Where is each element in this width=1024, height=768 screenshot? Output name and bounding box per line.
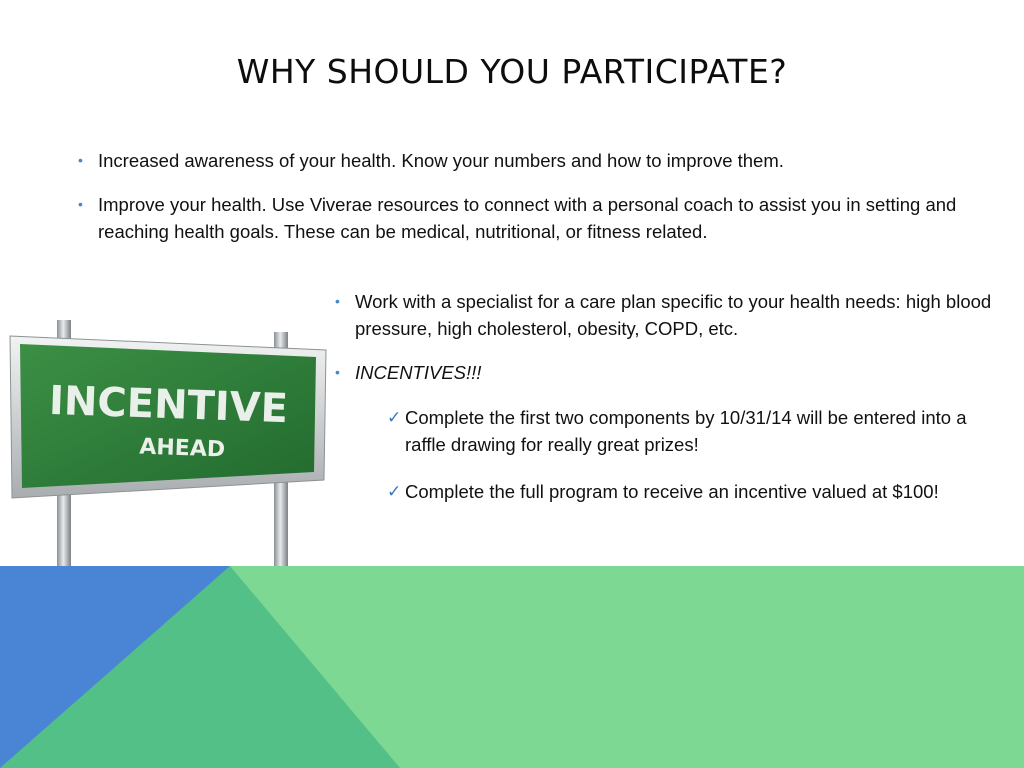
- bullet-text: Increased awareness of your health. Know your numbers and how to improve them.: [98, 150, 784, 171]
- right-bullet-list: [335, 288, 995, 403]
- incentive-ahead-sign-image: [0, 320, 330, 570]
- sub-bullet-text: Complete the first two components by 10/31/14 will be entered into a raffle drawing for really great prizes!: [405, 407, 967, 455]
- slide-title: WHY SHOULD YOU PARTICIPATE?: [236, 52, 788, 91]
- bullet-icon: •: [78, 196, 83, 212]
- list-item: [335, 359, 995, 386]
- bullet-text: Improve your health. Use Viverae resources to connect with a personal coach to assist you in setting and reaching health goals. These can be medical, nutritional, or fitness related.: [98, 194, 957, 242]
- sub-bullet-text: Complete the full program to receive an incentive valued at $100!: [405, 481, 939, 502]
- bullet-icon: •: [78, 152, 83, 168]
- bullet-text: INCENTIVES!!!: [355, 362, 482, 383]
- sign-line1: INCENTIVE: [48, 377, 289, 433]
- list-item: [387, 404, 987, 458]
- top-bullet-list: [78, 147, 978, 262]
- bullet-text: Work with a specialist for a care plan specific to your health needs: high blood pressure, high cholesterol, obesity, COPD, etc.: [355, 291, 992, 339]
- list-item: [387, 478, 987, 505]
- bullet-icon: •: [335, 364, 340, 380]
- incentive-sub-list: [387, 404, 987, 525]
- list-item: [335, 288, 995, 342]
- decorative-footer: [0, 566, 1024, 768]
- checkmark-icon: ✓: [387, 408, 402, 427]
- list-item: [78, 191, 978, 245]
- bullet-icon: •: [335, 293, 340, 309]
- list-item: [78, 147, 978, 174]
- sign-line2: AHEAD: [138, 434, 226, 463]
- checkmark-icon: ✓: [387, 482, 402, 501]
